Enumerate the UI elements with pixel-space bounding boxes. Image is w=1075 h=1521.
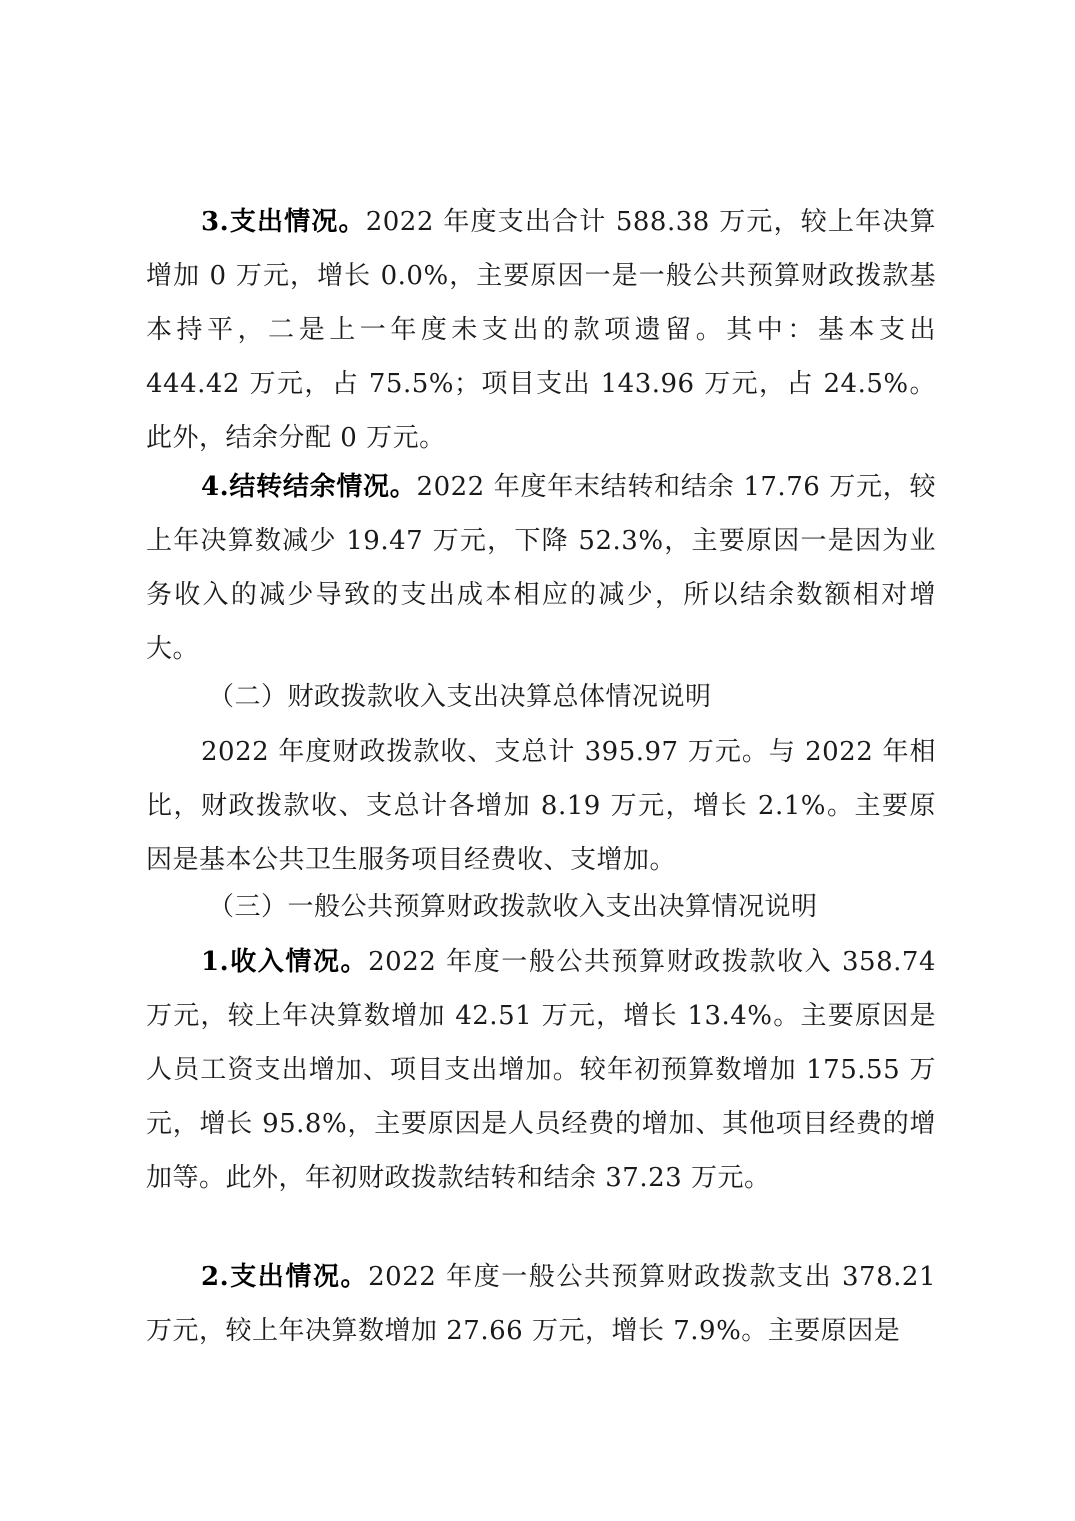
paragraph-text: 2022 年度一般公共预算财政拨款收入 358.74 万元，较上年决算数增加 42.51 万元，增长 13.4%。主要原因是人员工资支出增加、项目支出增加。较年初预算数增加 175.55 万元，增长 95.8%，主要原因是人员经费的增加、其他项目经费的增加等。此外，年初财政拨款结转和结余 37.23 万元。 <box>146 947 936 1193</box>
section-heading-text: （二）财政拨款收入支出决算总体情况说明 <box>208 682 712 712</box>
paragraph-text: 2022 年度一般公共预算财政拨款支出 378.21 万元，较上年决算数增加 27.66 万元，增长 7.9%。主要原因是 <box>146 1262 936 1346</box>
paragraph-income <box>146 935 936 1205</box>
paragraph-carryover <box>146 460 936 676</box>
section-heading-text: （三）一般公共预算财政拨款收入支出决算情况说明 <box>208 892 818 922</box>
paragraph-general-expenditure <box>146 1250 936 1358</box>
paragraph-fiscal-total <box>146 725 936 887</box>
section-heading-3 <box>146 880 936 934</box>
section-heading-2 <box>146 670 936 724</box>
paragraph-lead: 1.收入情况。 <box>201 947 369 977</box>
paragraph-lead: 4.结转结余情况。 <box>201 472 417 502</box>
paragraph-lead: 2.支出情况。 <box>201 1262 369 1292</box>
paragraph-text: 2022 年度支出合计 588.38 万元，较上年决算增加 0 万元，增长 0.0%，主要原因一是一般公共预算财政拨款基本持平，二是上一年度未支出的款项遗留。其中：基本支出 444.42 万元，占 75.5%；项目支出 143.96 万元，占 24.5%。此外，结余分配 0 万元。 <box>146 207 936 453</box>
paragraph-lead: 3.支出情况。 <box>201 207 366 237</box>
paragraph-text: 2022 年度财政拨款收、支总计 395.97 万元。与 2022 年相比，财政拨款收、支总计各增加 8.19 万元，增长 2.1%。主要原因是基本公共卫生服务项目经费收、支增加。 <box>146 737 936 875</box>
paragraph-expenditure <box>146 195 936 465</box>
paragraph-text: 2022 年度年末结转和结余 17.76 万元，较上年决算数减少 19.47 万元，下降 52.3%，主要原因一是因为业务收入的减少导致的支出成本相应的减少，所以结余数额相对增大。 <box>146 472 936 664</box>
